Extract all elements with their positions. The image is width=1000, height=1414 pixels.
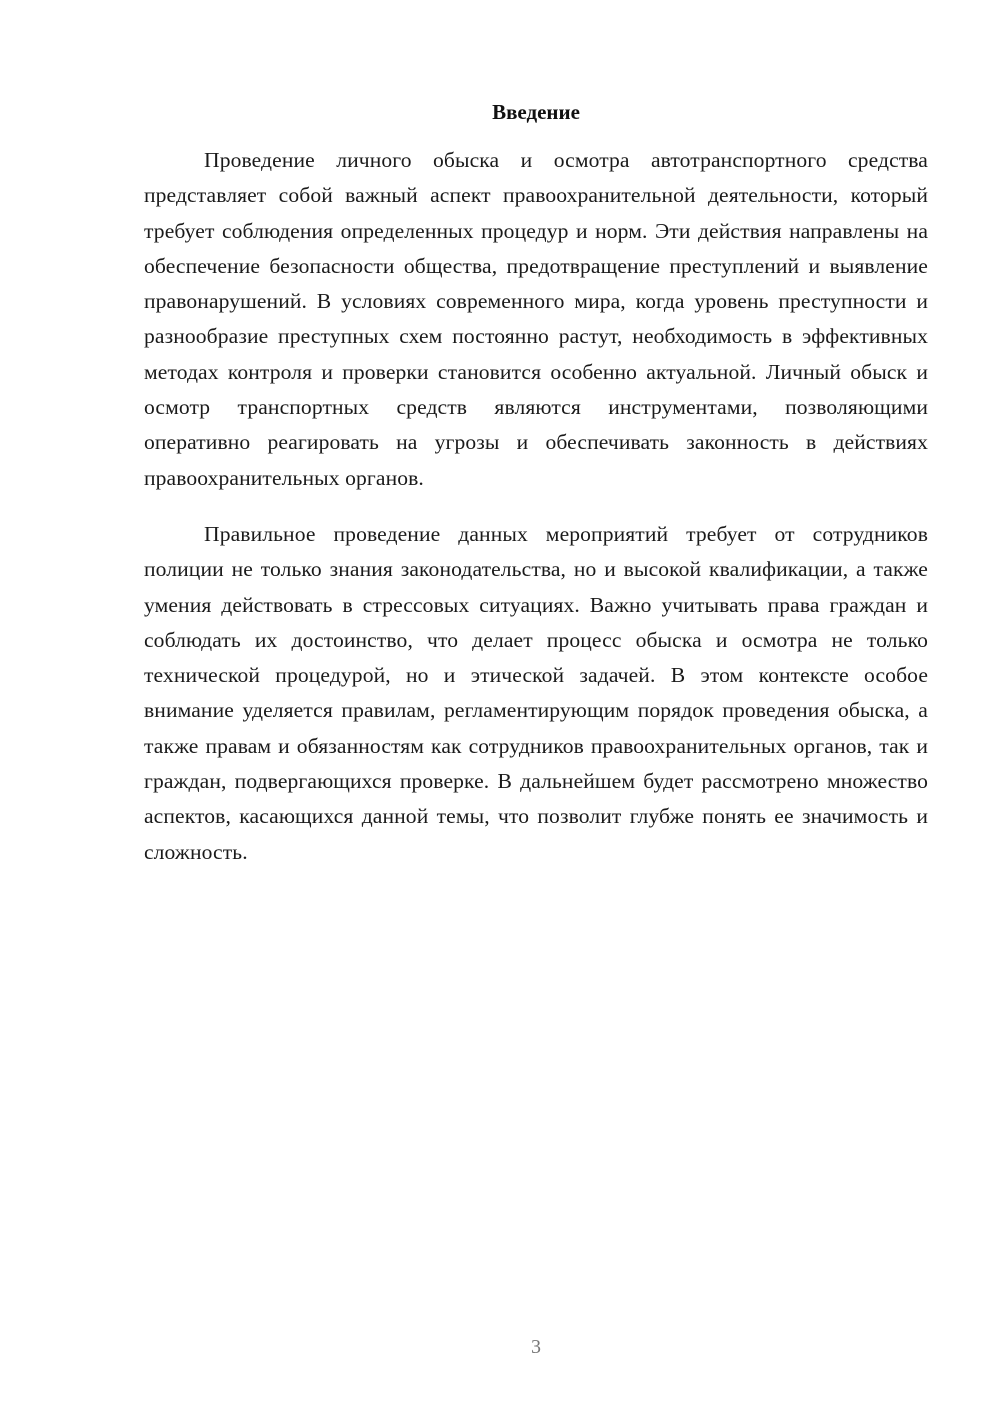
page-number: 3 xyxy=(531,1336,541,1358)
paragraph-2: Правильное проведение данных мероприятий требует от сотрудников полиции не только знания законодательства, но и высокой квалификации, а также умения действовать в стрессовых ситуациях. Важно учитывать права граждан и соблюдать их достоинство, что делает процесс обыска и осмотра не только технической процедурой, но и этической задачей. В этом контексте особое внимание уделяется правилам, регламентирующим порядок проведения обыска, а также правам и обязанностям как сотрудников правоохранительных органов, так и граждан, подвергающихся проверке. В дальнейшем будет рассмотрено множество аспектов, касающихся данной темы, что позволит глубже понять ее значимость и сложность. xyxy=(144,521,928,864)
paragraph-1: Проведение личного обыска и осмотра автотранспортного средства представляет собой важный аспект правоохранительной деятельности, который требует соблюдения определенных процедур и норм. Эти действия направлены на обеспечение безопасности общества, предотвращение преступлений и выявление правонарушений. В условиях современного мира, когда уровень преступности и разнообразие преступных схем постоянно растут, необходимость в эффективных методах контроля и проверки становится особенно актуальной. Личный обыск и осмотр транспортных средств являются инструментами, позволяющими оперативно реагировать на угрозы и обеспечивать законность в действиях правоохранительных органов. xyxy=(144,148,928,490)
section-heading: Введение xyxy=(492,100,580,124)
document-body xyxy=(144,143,928,870)
